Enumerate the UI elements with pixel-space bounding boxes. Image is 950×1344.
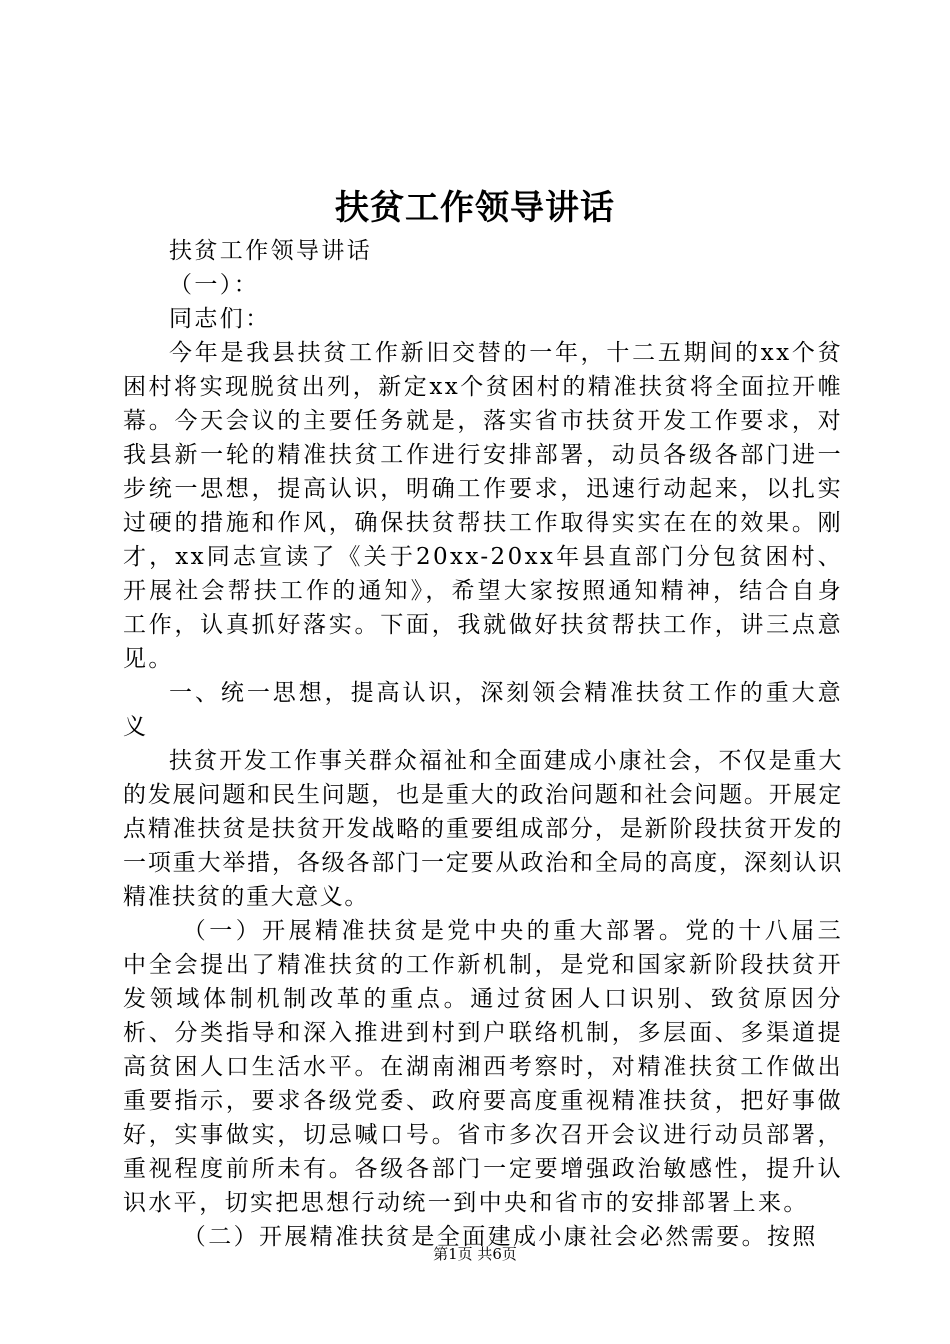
paragraph-salutation: 同志们：: [169, 306, 271, 332]
paragraph-subpoint-two: （二）开展精准扶贫是全面建成小康社会必然需要。按照: [182, 1224, 818, 1250]
paragraph-significance: 扶贫开发工作事关群众福祉和全面建成小康社会，不仅是重大的发展问题和民生问题，也是重大的政治问题和社会问题。开展定点精准扶贫是扶贫开发战略的重要组成部分，是新阶段扶贫开发的一项重大举措，各级各部门一定要从政治和全局的高度，深刻认识精准扶贫的重大意义。: [123, 748, 843, 910]
paragraph-heading: 扶贫工作领导讲话: [169, 238, 373, 264]
paragraph-intro: 今年是我县扶贫工作新旧交替的一年，十二五期间的xx个贫困村将实现脱贫出列，新定xx个贫困村的精准扶贫将全面拉开帷幕。今天会议的主要任务就是，落实省市扶贫开发工作要求，对我县新一轮的精准扶贫工作进行安排部署，动员各级各部门进一步统一思想，提高认识，明确工作要求，迅速行动起来，以扎实过硬的措施和作风，确保扶贫帮扶工作取得实实在在的效果。刚才，xx同志宣读了《关于20xx-20xx年县直部门分包贫困村、开展社会帮扶工作的通知》，希望大家按照通知精神，结合自身工作，认真抓好落实。下面，我就做好扶贫帮扶工作，讲三点意见。: [123, 340, 843, 672]
document-title: 扶贫工作领导讲话: [335, 188, 615, 228]
page-footer: 第1页 共6页: [433, 1245, 517, 1263]
document-body: [123, 234, 843, 1254]
paragraph-point-one: 一、统一思想，提高认识，深刻领会精准扶贫工作的重大意义: [123, 680, 843, 740]
paragraph-subpoint-one: （一）开展精准扶贫是党中央的重大部署。党的十八届三中全会提出了精准扶贫的工作新机制，是党和国家新阶段扶贫开发领域体制机制改革的重点。通过贫困人口识别、致贫原因分析、分类指导和深入推进到村到户联络机制，多层面、多渠道提高贫困人口生活水平。在湖南湘西考察时，对精准扶贫工作做出重要指示，要求各级党委、政府要高度重视精准扶贫，把好事做好，实事做实，切忌喊口号。省市多次召开会议进行动员部署，重视程度前所未有。各级各部门一定要增强政治敏感性，提升认识水平，切实把思想行动统一到中央和省市的安排部署上来。: [123, 918, 843, 1216]
paragraph-section-marker: （一）：: [169, 272, 260, 298]
